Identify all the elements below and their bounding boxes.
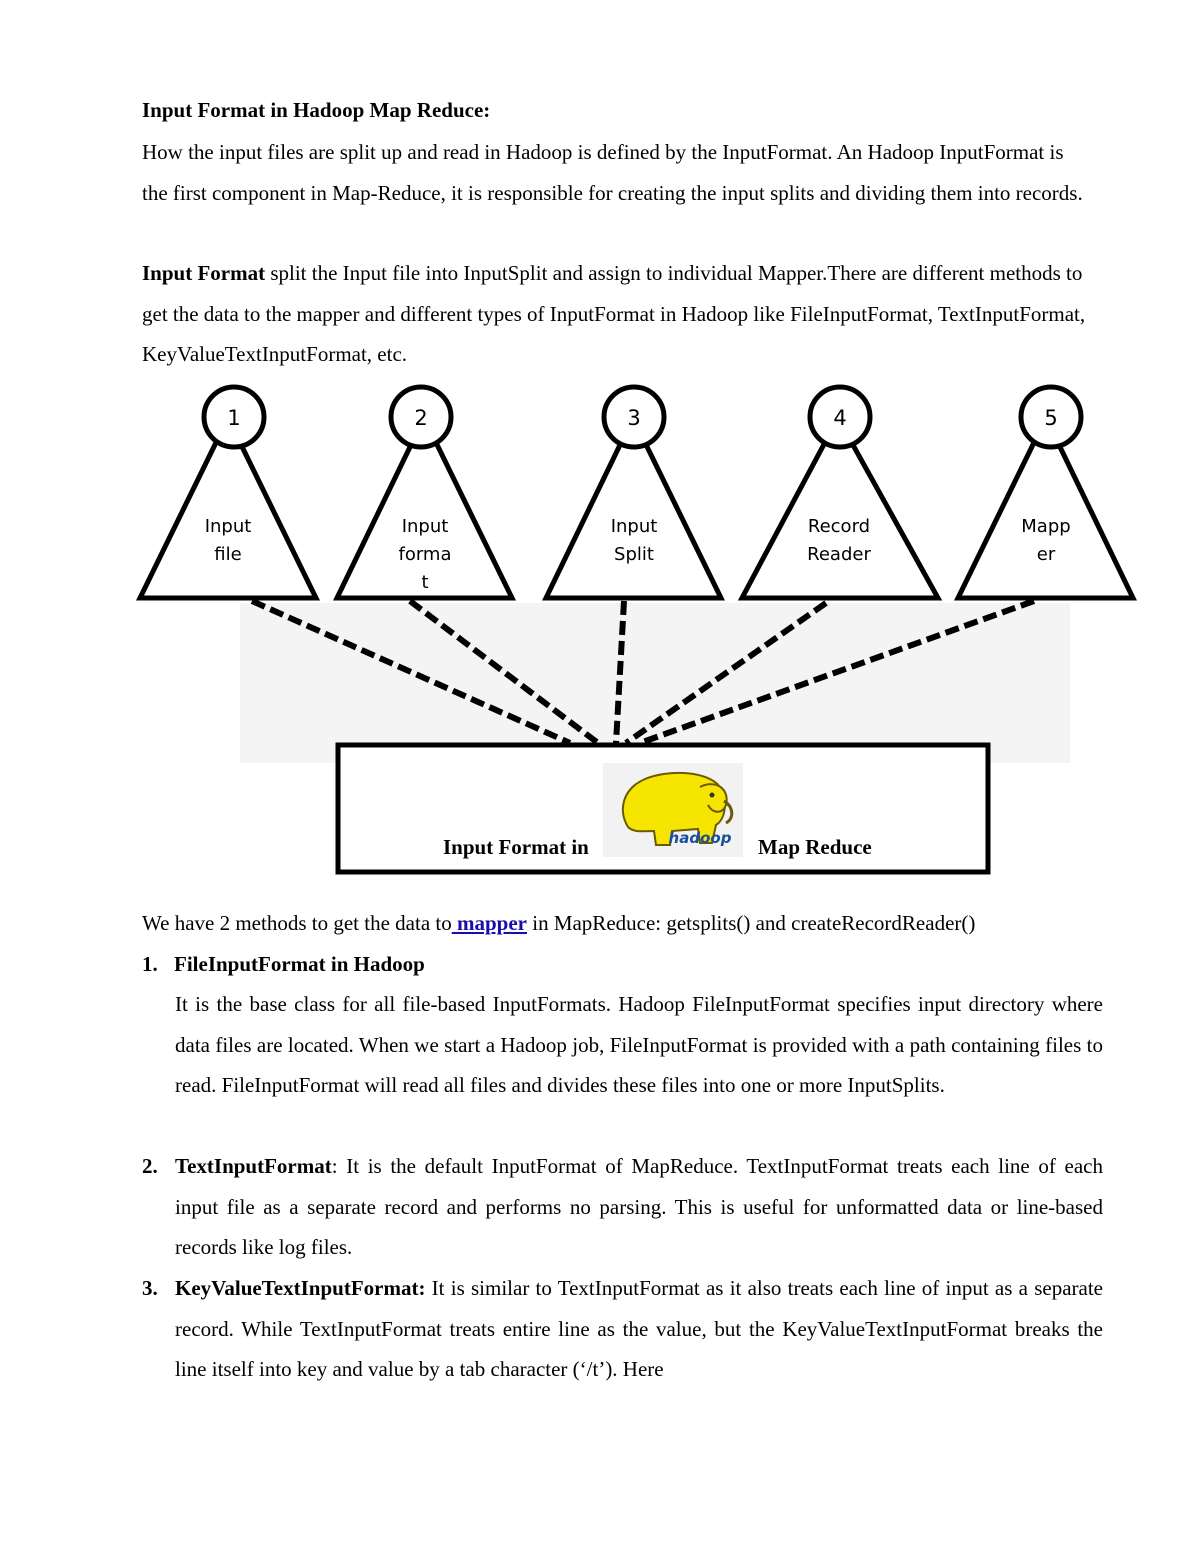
node-4-label-line2: Reader (807, 544, 871, 565)
methods-prefix: We have 2 methods to get the data to (142, 911, 452, 935)
list-item-body: : It is the default InputFormat of MapReduce. TextInputFormat treats each line of each input file as a separate record and performs no parsing. This is useful for unformatted data or line-based records like log files. (175, 1154, 1103, 1259)
mapper-link[interactable]: mapper (451, 911, 527, 935)
node-2-label-line2: forma (398, 544, 452, 565)
node-2-label-line1: Input (401, 516, 449, 537)
list-item-content (175, 1268, 1103, 1390)
node-4-label-line1: Record (807, 516, 871, 537)
list-item-body: It is the base class for all file-based InputFormats. Hadoop FileInputFormat specifies input directory where data files are located. When we start a Hadoop job, FileInputFormat is provided with a path containing files to read. FileInputFormat will read all files and divides these files into one or more InputSplits. (175, 992, 1103, 1097)
methods-sentence (142, 903, 1102, 944)
node-record-reader (742, 387, 938, 598)
list-item-number: 2. (142, 1154, 158, 1178)
hadoop-logo (603, 763, 743, 857)
methods-suffix: in MapReduce: getsplits() and createRecordReader() (526, 911, 976, 935)
intro-paragraph: How the input files are split up and read in Hadoop is defined by the InputFormat. An Hadoop InputFormat is the first component in Map-Reduce, it is responsible for creating the input splits and dividing them into records. (142, 140, 1083, 205)
node-input-format (337, 387, 512, 598)
input-format-text: split the Input file into InputSplit and assign to individual Mapper.There are different methods to get the data to the mapper and different types of InputFormat in Hadoop like FileInputFormat, TextInputFormat, KeyValueTextInputFormat, etc. (142, 261, 1086, 366)
input-format-bold: Input Format (142, 261, 266, 285)
node-2-label-line3: t (421, 572, 429, 593)
node-1-label-line2: file (214, 544, 242, 565)
list-item-title: TextInputFormat (175, 1154, 332, 1178)
node-3-label-line1: Input (610, 516, 658, 537)
node-1-number: 1 (227, 406, 241, 430)
hadoop-wordmark: hadoop (668, 829, 732, 847)
list-item-title: FileInputFormat in Hadoop (174, 952, 425, 976)
node-2-number: 2 (414, 406, 428, 430)
node-5-label-line2: er (1036, 544, 1056, 565)
node-3-label-line2: Split (614, 544, 654, 565)
list-item-number: 1. (142, 952, 158, 976)
list-item-content (175, 1146, 1103, 1268)
input-format-diagram (0, 375, 1200, 885)
box-label-right: Map Reduce (758, 835, 872, 859)
node-4-number: 4 (833, 406, 847, 430)
node-input-file (140, 387, 316, 598)
box-label-left: Input Format in (443, 835, 589, 859)
elephant-eye (710, 793, 715, 798)
input-format-paragraph (142, 253, 1092, 375)
node-5-label-line1: Mapp (1021, 516, 1071, 537)
page-heading: Input Format in Hadoop Map Reduce: (142, 98, 491, 122)
node-3-number: 3 (627, 406, 641, 430)
list-item-body: It is similar to TextInputFormat as it also treats each line of input as a separate record. While TextInputFormat treats entire line as the value, but the KeyValueTextInputFormat breaks the line itself into key and value by a tab character (‘/t’). Here (175, 1276, 1103, 1381)
list-item-title: KeyValueTextInputFormat: (175, 1276, 426, 1300)
list-item-number: 3. (142, 1276, 158, 1300)
node-1-label-line1: Input (204, 516, 252, 537)
node-input-split (546, 387, 721, 598)
node-5-number: 5 (1044, 406, 1058, 430)
node-mapper (958, 387, 1133, 598)
